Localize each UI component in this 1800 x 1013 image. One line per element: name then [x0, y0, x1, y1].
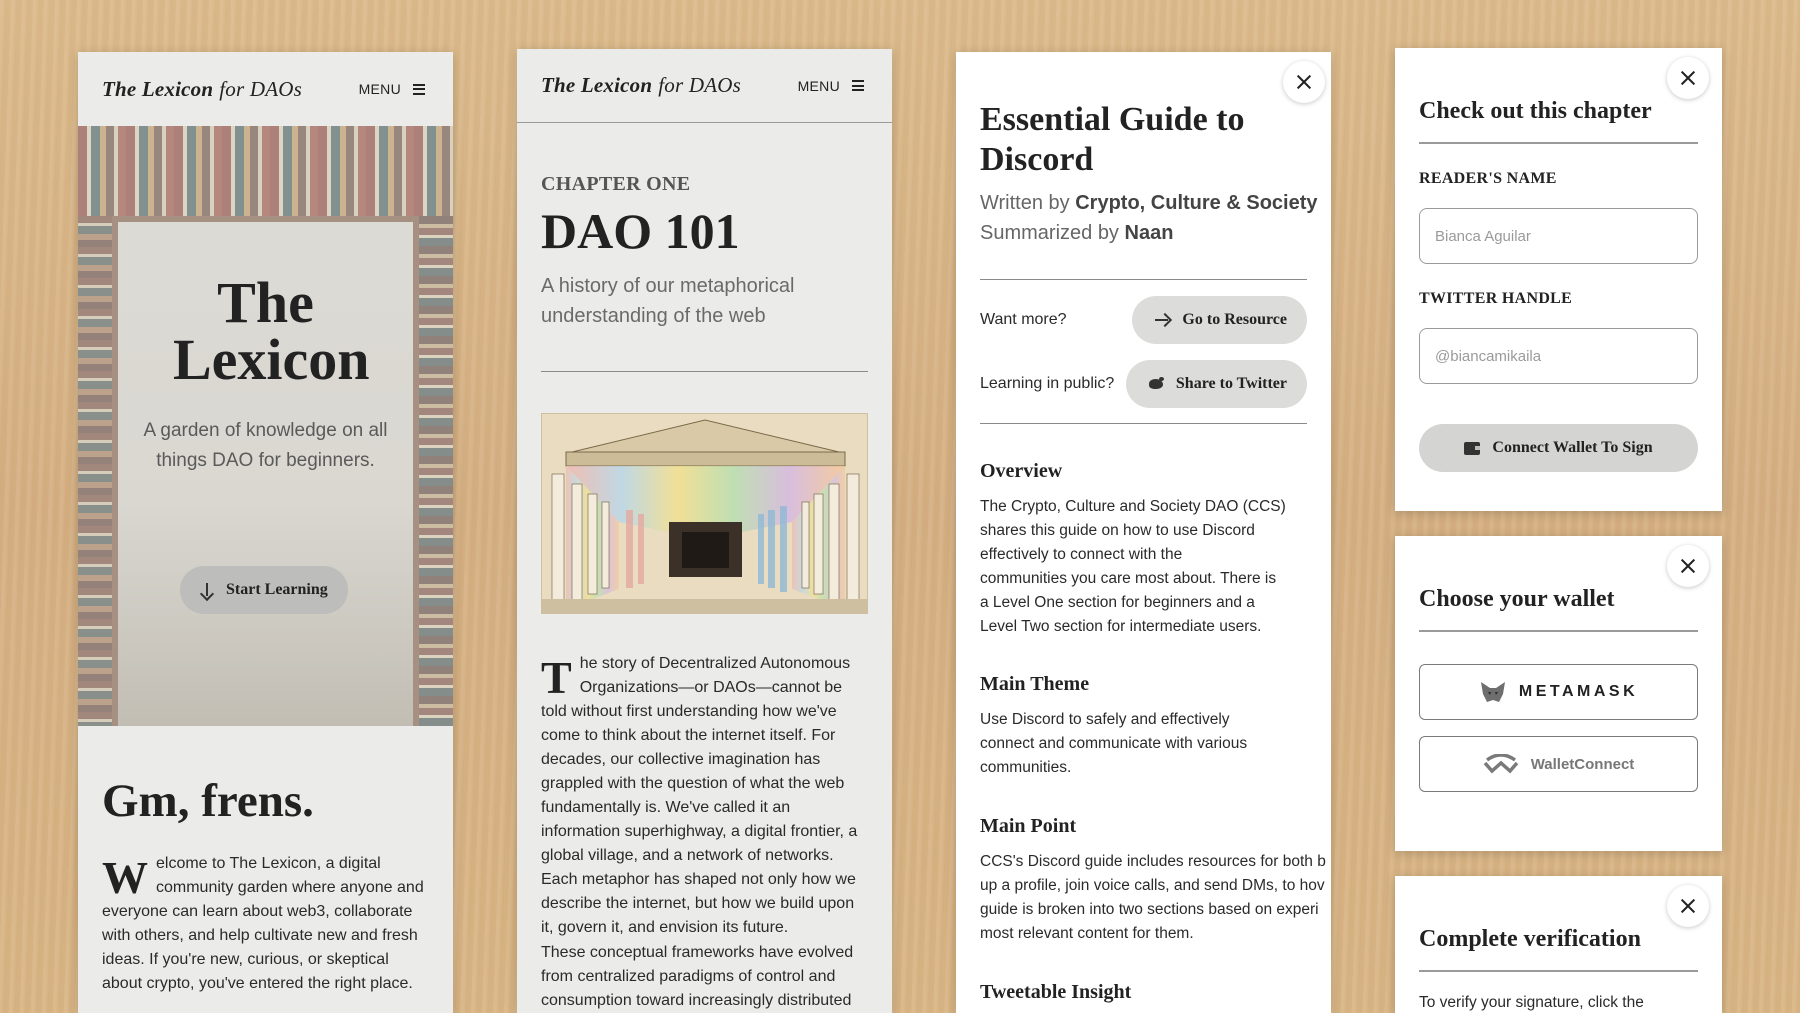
- brand-suffix: for DAOs: [219, 76, 302, 101]
- divider: [980, 423, 1307, 424]
- walletconnect-label: WalletConnect: [1530, 755, 1635, 773]
- brand-logo[interactable]: [102, 77, 302, 102]
- divider: [980, 279, 1307, 280]
- walletconnect-icon: [1483, 754, 1519, 774]
- brand-name: The Lexicon: [102, 76, 214, 101]
- menu-label: MENU: [797, 77, 840, 94]
- home-screen: [78, 52, 453, 1013]
- theme-line: Use Discord to safely and effectively: [980, 711, 1230, 728]
- intro-text: elcome to The Lexicon, a digital community garden where anyone and everyone can learn about web3, collaborate with others, and help cultivate new and fresh ideas. If you're new, curious, or skeptical about crypto, you've entered the right place.: [102, 855, 424, 992]
- sign-modal: [1395, 48, 1722, 511]
- main-theme-heading: Main Theme: [980, 673, 1090, 695]
- hamburger-icon: [852, 80, 864, 91]
- go-to-resource-button[interactable]: [1132, 296, 1307, 344]
- point-line: CCS's Discord guide includes resources for both b: [980, 853, 1326, 870]
- drop-cap: T: [541, 652, 572, 703]
- overview-line: shares this guide on how to use Discord: [980, 522, 1255, 539]
- overview-line: communities you care most about. There is: [980, 570, 1277, 587]
- connect-wallet-label: Connect Wallet To Sign: [1492, 439, 1653, 456]
- main-theme-text: [980, 708, 1247, 780]
- drop-cap: W: [102, 852, 148, 903]
- menu-button[interactable]: [359, 81, 425, 97]
- overview-line: Level Two section for intermediate users.: [980, 618, 1262, 635]
- twitter-handle-input[interactable]: @biancamikaila: [1419, 328, 1698, 384]
- point-line: up a profile, join voice calls, and send DMs, to hov: [980, 877, 1325, 894]
- navbar: [517, 49, 892, 123]
- wallet-icon: [1464, 442, 1480, 455]
- share-row: [980, 360, 1307, 408]
- go-to-resource-label: Go to Resource: [1182, 311, 1287, 328]
- start-learning-button[interactable]: [180, 566, 348, 614]
- overview-line: effectively to connect with the: [980, 546, 1183, 563]
- menu-button[interactable]: [798, 78, 864, 94]
- chapter-screen: [517, 49, 892, 1013]
- sign-title: Check out this chapter: [1419, 98, 1652, 124]
- main-point-heading: Main Point: [980, 815, 1077, 837]
- brand-suffix: for DAOs: [658, 73, 741, 97]
- guide-modal: [956, 52, 1331, 1013]
- navbar: [78, 52, 453, 126]
- reader-name-input[interactable]: Bianca Aguilar: [1419, 208, 1698, 264]
- divider: [1419, 142, 1698, 144]
- overview-text: [980, 495, 1286, 639]
- menu-label: MENU: [358, 81, 401, 97]
- start-learning-label: Start Learning: [226, 581, 328, 598]
- close-icon[interactable]: [1667, 545, 1709, 587]
- chapter-title: DAO 101: [541, 203, 740, 259]
- wallet-modal: [1395, 536, 1722, 851]
- metamask-label: METAMASK: [1518, 683, 1639, 700]
- hero-title: The Lexicon: [173, 270, 370, 392]
- connect-wallet-button[interactable]: [1419, 424, 1698, 472]
- wallet-title: Choose your wallet: [1419, 586, 1615, 612]
- verification-title: Complete verification: [1419, 926, 1641, 952]
- chapter-paragraph-1: [541, 652, 864, 940]
- metamask-fox-icon: [1479, 680, 1507, 704]
- tweetable-insight-heading: Tweetable Insight: [980, 981, 1132, 1003]
- chapter-text-1: he story of Decentralized Autonomous Organizations—or DAOs—cannot be told without first understanding how we've come to think about the internet itself. For decades, our collective imagination has grappled with the question of what the web fundamentally is. We've called it an information superhighway, a digital frontier, a global village, and a network of networks. Each metaphor has shaped not only how we describe the internet, but how we build upon it, govern it, and envision its future.: [541, 655, 858, 936]
- chapter-paragraph-2: These conceptual frameworks have evolved from centralized paradigms of control and consumption toward increasingly distributed: [541, 944, 854, 1009]
- divider: [541, 371, 868, 372]
- learning-public-label: Learning in public?: [980, 375, 1115, 392]
- twitter-icon: [1148, 377, 1164, 391]
- written-by-line: [980, 188, 1318, 218]
- hamburger-icon: [413, 84, 425, 95]
- twitter-handle-label: TWITTER HANDLE: [1419, 290, 1573, 307]
- overview-heading: Overview: [980, 460, 1063, 482]
- intro-paragraph: [102, 852, 431, 996]
- walletconnect-option[interactable]: [1419, 736, 1698, 792]
- share-to-twitter-button[interactable]: [1126, 360, 1307, 408]
- summarized-by-line: [980, 218, 1318, 248]
- hero-banner: [78, 126, 453, 726]
- point-line: guide is broken into two sections based on experi: [980, 901, 1319, 918]
- point-line: most relevant content for them.: [980, 925, 1194, 942]
- brand-logo[interactable]: [541, 73, 741, 98]
- main-point-text: [980, 850, 1326, 946]
- author-name: Crypto, Culture & Society: [1075, 192, 1318, 214]
- greeting-heading: Gm, frens.: [102, 775, 314, 827]
- temple-illustration: [541, 413, 868, 614]
- metamask-option[interactable]: [1419, 664, 1698, 720]
- guide-title: Essential Guide to Discord: [980, 101, 1245, 178]
- close-icon[interactable]: [1667, 57, 1709, 99]
- guide-credits: [980, 188, 1318, 248]
- theme-line: connect and communicate with various: [980, 735, 1248, 752]
- share-to-twitter-label: Share to Twitter: [1175, 375, 1287, 392]
- summarized-by-label: Summarized by: [980, 222, 1119, 244]
- overview-line: a Level One section for beginners and a: [980, 594, 1255, 611]
- reader-name-label: READER'S NAME: [1419, 170, 1557, 187]
- verification-text: To verify your signature, click the: [1419, 994, 1644, 1011]
- close-icon[interactable]: [1667, 885, 1709, 927]
- hero-subtitle: A garden of knowledge on all things DAO for beginners.: [143, 420, 388, 471]
- verification-modal: [1395, 876, 1722, 1013]
- chapter-label: CHAPTER ONE: [541, 173, 691, 195]
- want-more-label: Want more?: [980, 311, 1067, 328]
- want-more-row: [980, 296, 1307, 344]
- arrow-down-icon: [200, 582, 214, 598]
- chapter-subtitle: A history of our metaphorical understanding of the web: [541, 275, 795, 327]
- divider: [1419, 970, 1698, 972]
- brand-name: The Lexicon: [541, 73, 653, 97]
- overview-line: The Crypto, Culture and Society DAO (CCS): [980, 498, 1286, 515]
- summarizer-name: Naan: [1124, 222, 1174, 244]
- arrow-right-icon: [1154, 313, 1170, 327]
- written-by-label: Written by: [980, 192, 1070, 214]
- temple-svg: [542, 414, 868, 614]
- close-icon[interactable]: [1283, 61, 1325, 103]
- divider: [1419, 630, 1698, 632]
- theme-line: communities.: [980, 759, 1072, 776]
